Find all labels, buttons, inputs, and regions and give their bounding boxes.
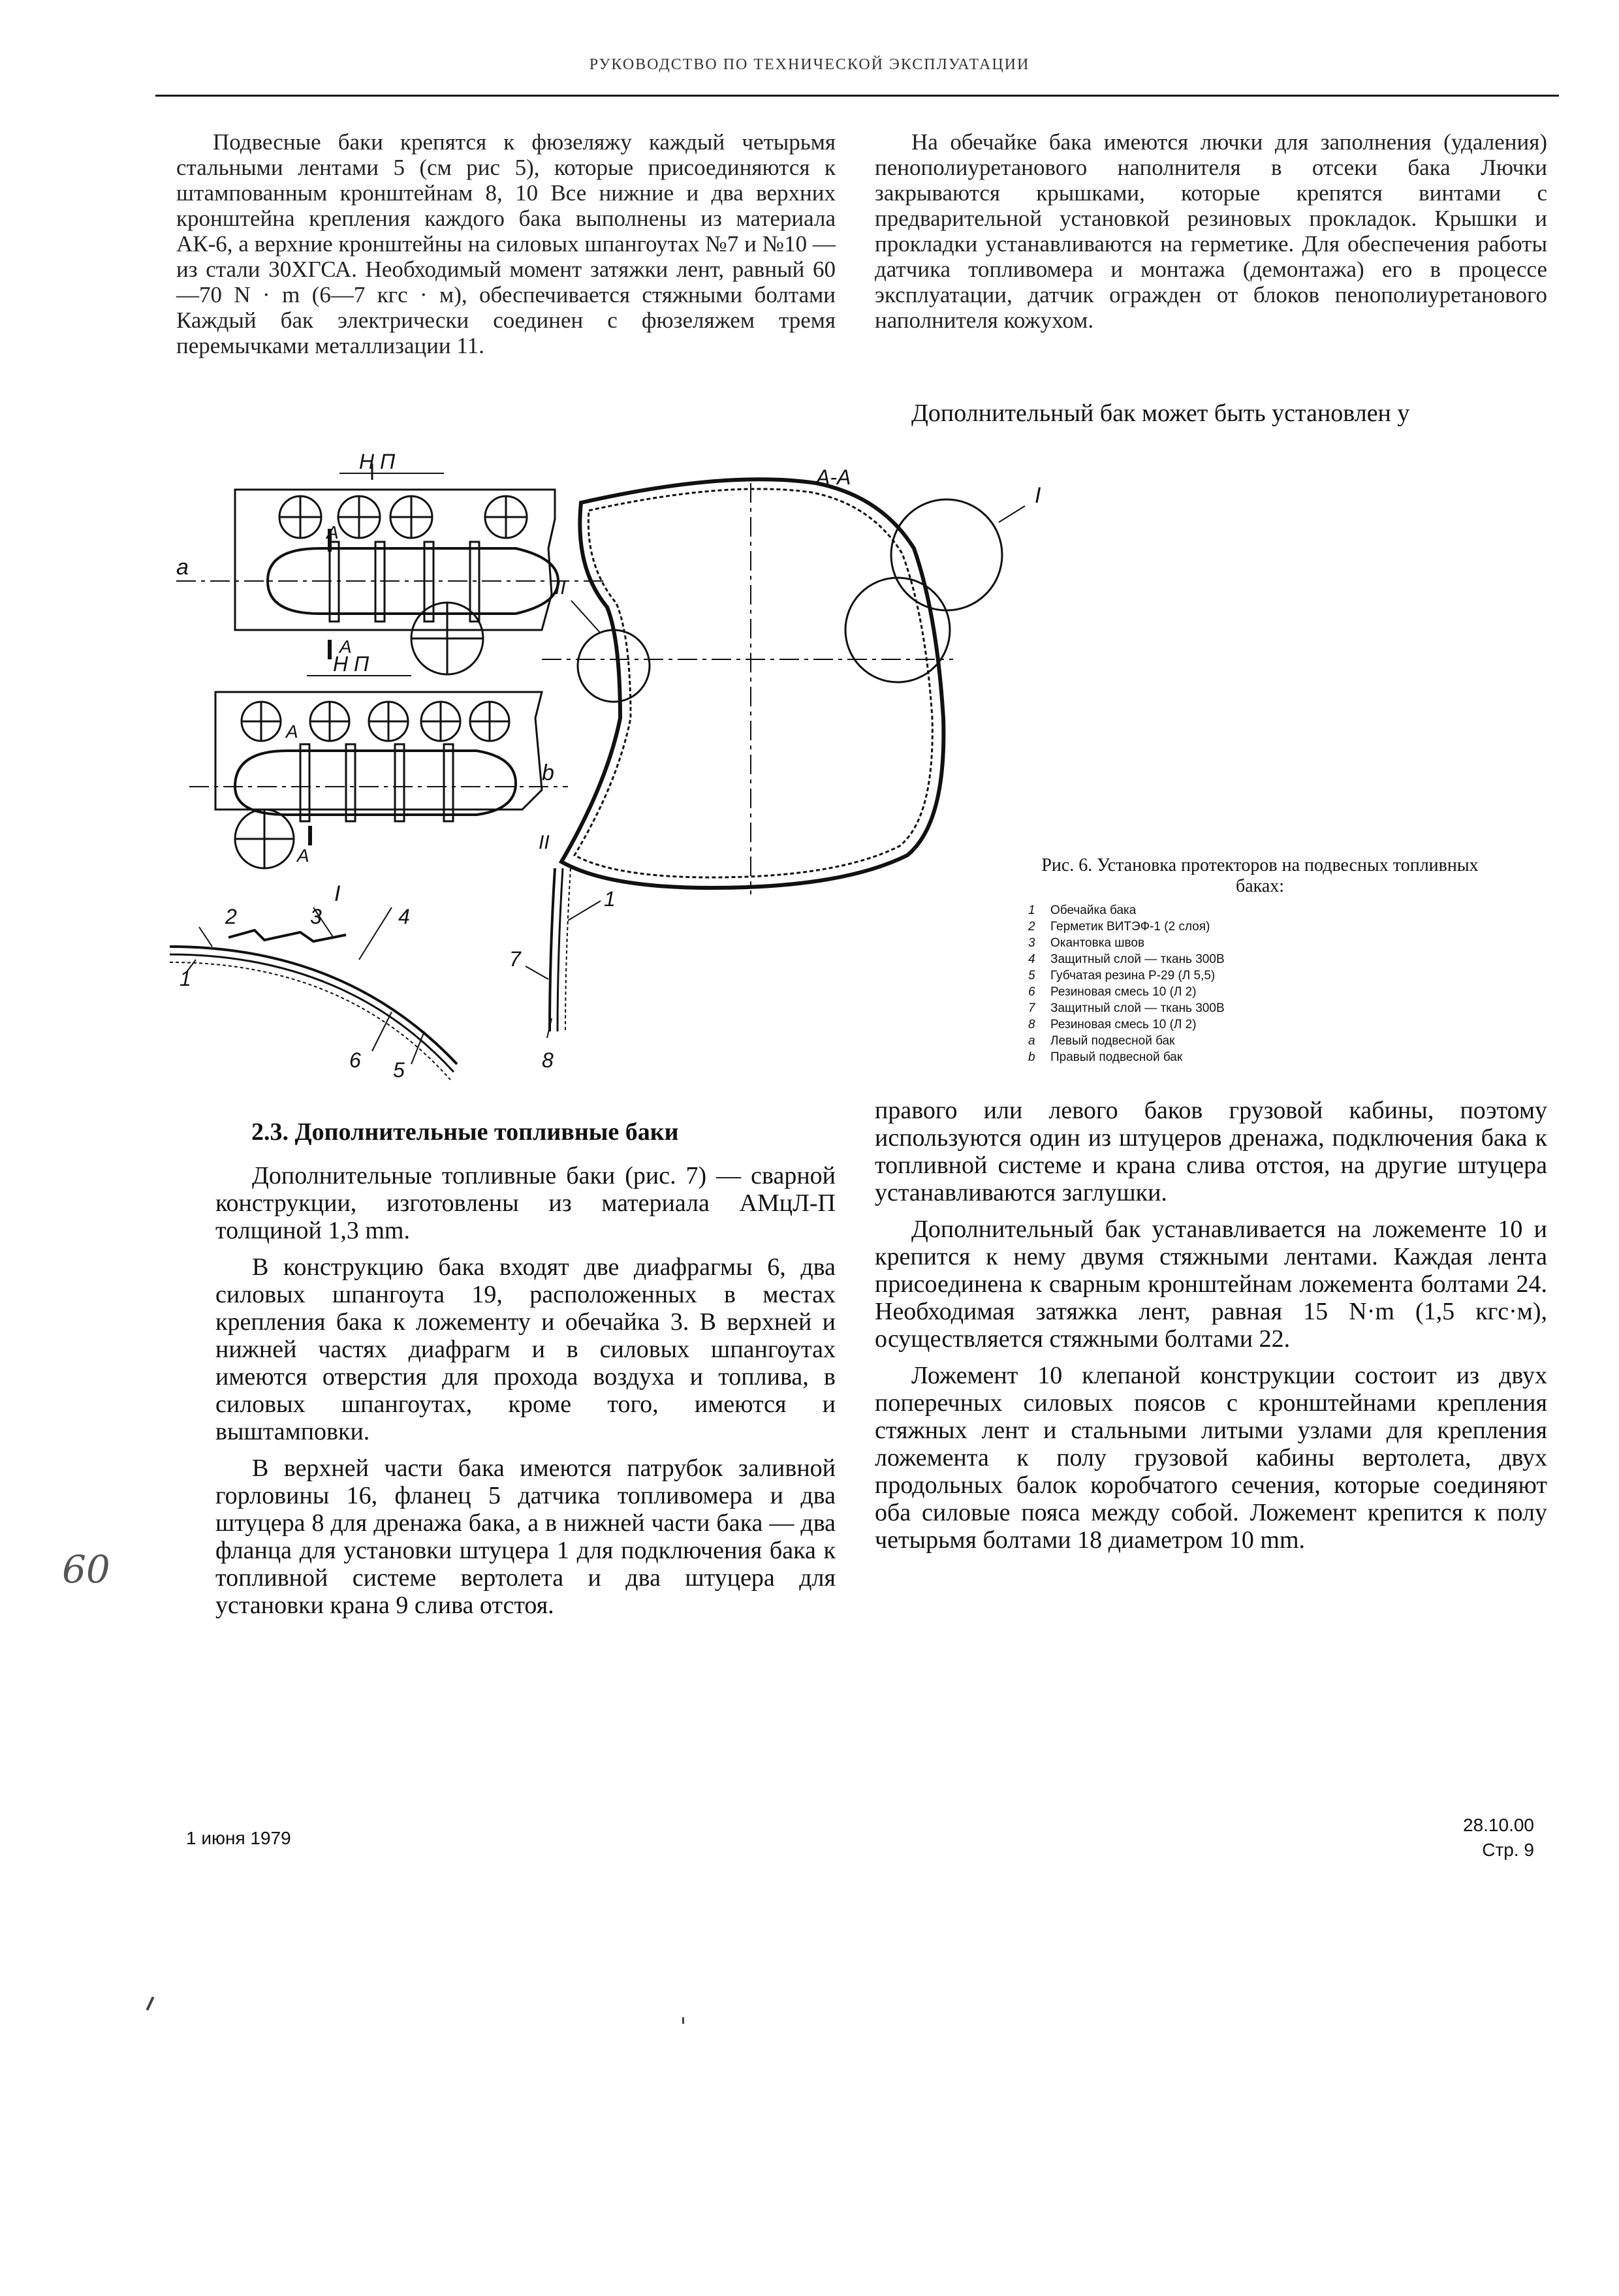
paragraph: Дополнительный бак устанавливается на ложементе 10 и крепится к нему двумя стяжными лентами. Каждая лента присоединена к сварным кронштейнам ложемента болтами 24. Необходимая затяжка лент, равная 15 N·m (1,5 кгс·м), осуществляется стяжными болтами 22. — [875, 1216, 1547, 1353]
scan-speck — [682, 2017, 684, 2024]
paragraph: Дополнительные топливные баки (рис. 7) — сварной конструкции, изготовлены из материала АМцЛ-П толщиной 1,3 mm. — [215, 1162, 836, 1244]
footer-doc-code: 28.10.00 — [1463, 1815, 1534, 1835]
top-right-continuation — [875, 400, 1547, 436]
label-I-detail: I — [334, 881, 341, 906]
view-b-tank — [189, 676, 568, 868]
label-a-arrow-top: А — [326, 522, 339, 543]
legend-item: 8 Резиновая смесь 10 (Л 2) — [1028, 1018, 1197, 1031]
bottom-right-column — [875, 1097, 1547, 1563]
section-a-a — [542, 479, 1025, 894]
legend-item: 3 Окантовка швов — [1028, 936, 1145, 950]
paragraph: В конструкцию бака входят две диафрагмы 6, два силовых шпангоута 19, расположенных в местах крепления бака к ложементу и обечайка 3. В верхней и нижней частях диафрагм и в силовых шпангоутах имеются отверстия для прохода воздуха и топлива, в силовых шпангоутах, кроме того, имеются и выштамповки. — [215, 1253, 836, 1445]
paragraph: Подвесные баки крепятся к фюзеляжу каждый четырьмя стальными лентами 5 (см рис 5), которые присоединяются к штампованным кронштейнам 8, 10 Все нижние и два верхних кронштейна крепления каждого бака выполнены из материала АК-6, а верхние кронштейны на силовых шпангоутах №7 и №10 — из стали 30ХГСА. Необходимый момент затяжки лент, равный 60—70 N · m (6—7 кгс · м), обеспечивается стяжными болтами Каждый бак электрически соединен с фюзеляжем тремя перемычками металлизации 11. — [176, 129, 836, 358]
label-np-top: Н П — [359, 450, 396, 473]
label-4: 4 — [398, 905, 410, 928]
figure-caption: Рис. 6. Установка протекторов на подвесных топливных баках: — [1041, 855, 1479, 896]
label-1-detail: 1 — [180, 967, 191, 990]
top-right-column — [875, 129, 1547, 333]
label-2: 2 — [225, 905, 237, 928]
view-a-tank — [176, 464, 607, 674]
header-rule — [155, 95, 1559, 97]
paragraph: На обечайке бака имеются лючки для заполнения (удаления) пенополиуретанового наполнителя в отсеки бака Лючки закрываются крышками, которые крепятся винтами с предварительной установкой резиновых прокладок. Крышки и прокладки устанавливаются на герметике. Для обеспечения работы датчика топливомера и монтажа (демонтажа) его в процессе эксплуатации, датчик огражден от блоков пенополиуретанового наполнителя кожухом. — [875, 129, 1547, 333]
legend-item: 1 Обечайка бака — [1028, 904, 1137, 917]
figure-6-drawing — [150, 444, 1142, 1103]
detail-I — [170, 907, 457, 1080]
paragraph: Ложемент 10 клепаной конструкции состоит из двух поперечных силовых поясов с кронштейнами крепления стяжных лент и стальными литыми узлами для крепления ложемента к полу грузовой кабины вертолета, двух продольных балок коробчатого сечения, которые соединяют оба силовые пояса между собой. Ложемент крепится к полу четырьмя болтами 18 диаметром 10 mm. — [875, 1362, 1547, 1554]
legend-item: b Правый подвесной бак — [1028, 1050, 1183, 1064]
paragraph: правого или левого баков грузовой кабины, поэтому используются один из штуцеров дренажа, подключения бака к топливной системе и крана слива отстоя, на другие штуцера устанавливаются заглушки. — [875, 1097, 1547, 1206]
label-II-detail: II — [539, 832, 550, 853]
paragraph: Дополнительный бак может быть установлен у — [911, 400, 1410, 427]
top-left-column — [176, 129, 836, 358]
footer-date: 1 июня 1979 — [186, 1828, 291, 1848]
scan-speck — [146, 1996, 155, 2011]
label-II-top: II — [555, 577, 566, 599]
label-aa: А-А — [816, 465, 851, 489]
label-7: 7 — [509, 947, 521, 971]
legend-item: 4 Защитный слой — ткань 300В — [1028, 952, 1225, 966]
label-I-top: I — [1035, 483, 1041, 508]
label-a: a — [176, 555, 189, 580]
legend-item: 7 Защитный слой — ткань 300В — [1028, 1001, 1225, 1015]
footer-page-number: Стр. 9 — [1482, 1840, 1534, 1860]
label-np-bottom: Н П — [333, 652, 369, 676]
legend-item: 5 Губчатая резина Р-29 (Л 5,5) — [1028, 969, 1216, 983]
label-b: b — [542, 761, 554, 785]
label-6: 6 — [349, 1048, 361, 1072]
section-heading: 2.3. Дополнительные топливные баки — [251, 1118, 679, 1146]
label-1-detail-II: 1 — [604, 887, 616, 911]
label-8: 8 — [542, 1048, 554, 1072]
label-5: 5 — [393, 1058, 405, 1082]
label-a-arrow-b2: А — [297, 845, 309, 866]
legend-item: 6 Резиновая смесь 10 (Л 2) — [1028, 985, 1197, 999]
legend-item: 2 Герметик ВИТЭФ-1 (2 слоя) — [1028, 920, 1210, 934]
label-a-arrow-b: А — [286, 721, 298, 742]
label-3: 3 — [310, 905, 322, 928]
running-header: РУКОВОДСТВО ПО ТЕХНИЧЕСКОЙ ЭКСПЛУАТАЦИИ — [589, 56, 1030, 73]
figure-legend — [1028, 902, 1394, 1065]
detail-II — [526, 868, 601, 1038]
margin-handwritten-note: 60 — [62, 1547, 110, 1592]
label-a-arrow-bottom: А — [339, 637, 352, 657]
paragraph: В верхней части бака имеются патрубок заливной горловины 16, фланец 5 датчика топливомера и два штуцера 8 для дренажа бака, а в нижней части бака — два фланца для установки штуцера 1 для подключения бака к топливной системе вертолета и два штуцера для установки крана 9 слива отстоя. — [215, 1455, 836, 1619]
legend-item: a Левый подвесной бак — [1028, 1034, 1175, 1048]
bottom-left-column — [215, 1162, 836, 1628]
